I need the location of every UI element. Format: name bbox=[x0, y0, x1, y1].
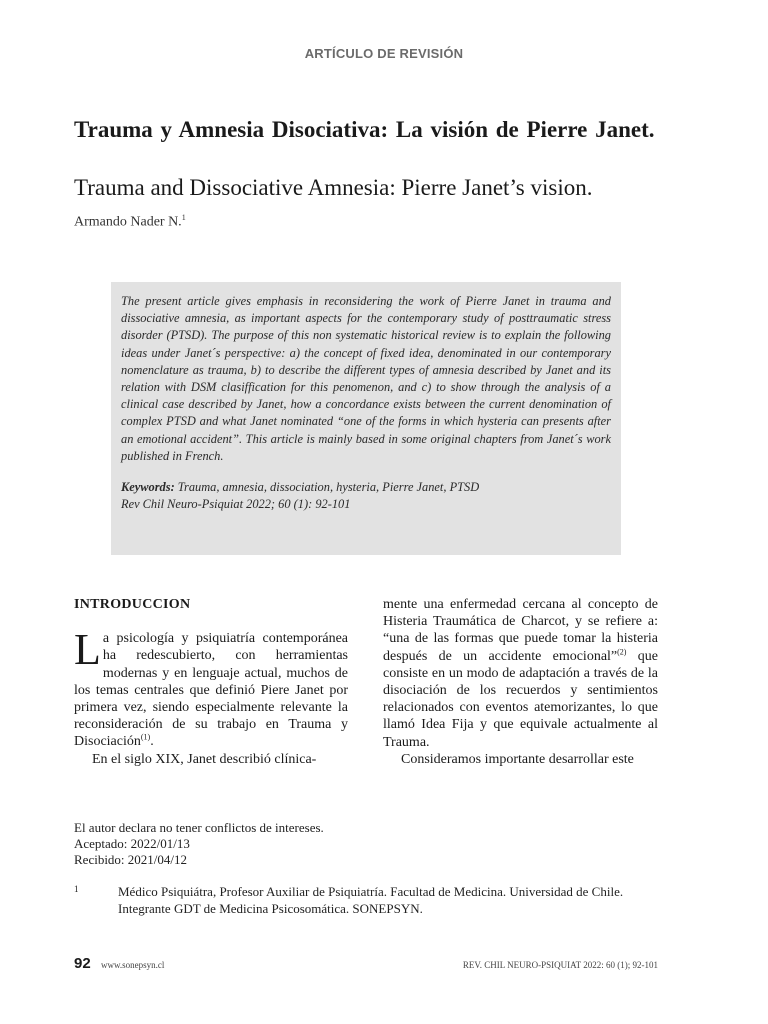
continued-paragraph-end: que consiste en un modo de adaptación a través de la disociación de los recuerdos y sentimientos relacionados con eventos atemorizantes, lo que llamó Idea Fija y que equivale actualmente al Trauma. bbox=[383, 648, 658, 750]
abstract-text: The present article gives emphasis in reconsidering the work of Pierre Janet in trauma and dissociative amnesia, as important aspects for the contemporary study of posttraumatic stress disorder (PTSD). The purpose of this non systematic historical review is to explain the following ideas under Janet´s perspective: a) the concept of fixed idea, denominated in our contemporary nomenclature as trauma, b) to describe the different types of amnesia described by Janet and its relation with DSM clasiffication for this penomenon, and c) to show through the analysis of a clinical case described by Janet, how a concordance exists between the current denomination of complex PTSD and what Janet nominated “one of the forms in which hysteria can presents after an emotional accident”. This article is mainly based in some original chapters from Janet´s work published in French. bbox=[121, 294, 611, 463]
accepted-date: Aceptado: 2022/01/13 bbox=[74, 836, 190, 851]
continued-paragraph bbox=[383, 596, 658, 751]
second-paragraph: En el siglo XIX, Janet describió clínica- bbox=[92, 751, 317, 767]
citation-ref-1: (1) bbox=[140, 732, 151, 742]
citation-ref-2: (2) bbox=[617, 646, 627, 656]
conflict-statement: El autor declara no tener conflictos de intereses. bbox=[74, 820, 324, 835]
author-line bbox=[74, 213, 186, 231]
intro-paragraph bbox=[74, 625, 348, 750]
author-name: Armando Nader N. bbox=[74, 214, 182, 230]
author-affiliation-marker: 1 bbox=[181, 213, 186, 222]
intro-paragraph-text: a psicología y psiquiatría contemporánea ha redescubierto, con herramientas modernas y en lenguaje actual, muchos de los temas centrales que definió Piere Janet por primera vez, siendo especialmente relevante la reconsideración de su trabajo en Trauma y Disociación bbox=[74, 631, 348, 750]
keywords-line bbox=[121, 479, 611, 513]
body-column-left bbox=[74, 596, 348, 768]
body-column-right bbox=[383, 596, 658, 768]
drop-cap: L bbox=[74, 625, 101, 675]
footnote-number: 1 bbox=[74, 884, 79, 894]
article-title-spanish: Trauma y Amnesia Disociativa: La visión de Pierre Janet. bbox=[74, 117, 655, 142]
section-label: ARTÍCULO DE REVISIÓN bbox=[304, 46, 464, 61]
keywords-list: Trauma, amnesia, dissociation, hysteria, Pierre Janet, PTSD bbox=[174, 480, 480, 495]
next-paragraph: Consideramos importante desarrollar este bbox=[401, 751, 634, 767]
journal-reference: REV. CHIL NEURO-PSIQUIAT 2022: 60 (1); 92-101 bbox=[462, 960, 658, 970]
intro-paragraph-end: . bbox=[150, 734, 154, 750]
page-number: 92 bbox=[74, 955, 91, 972]
received-date: Recibido: 2021/04/12 bbox=[74, 852, 188, 867]
article-notes bbox=[74, 820, 324, 868]
article-title-english: Trauma and Dissociative Amnesia: Pierre Janet’s vision. bbox=[74, 175, 593, 200]
continued-paragraph-text: mente una enfermedad cercana al concepto de Histeria Traumática de Charcot, y se refiere a: “una de las formas que puede tomar la histeria después de un accidente emocional” bbox=[383, 597, 658, 664]
journal-citation: Rev Chil Neuro-Psiquiat 2022; 60 (1): 92-101 bbox=[121, 497, 351, 512]
footnote-text: Médico Psiquiátra, Profesor Auxiliar de Psiquiatría. Facultad de Medicina. Universidad de Chile. Integrante GDT de Medicina Psicosomática. SONEPSYN. bbox=[118, 884, 624, 916]
keywords-label: Keywords: bbox=[121, 480, 175, 495]
section-heading: INTRODUCCION bbox=[74, 597, 191, 612]
abstract-box bbox=[111, 282, 621, 555]
journal-website: www.sonepsyn.cl bbox=[101, 960, 165, 970]
